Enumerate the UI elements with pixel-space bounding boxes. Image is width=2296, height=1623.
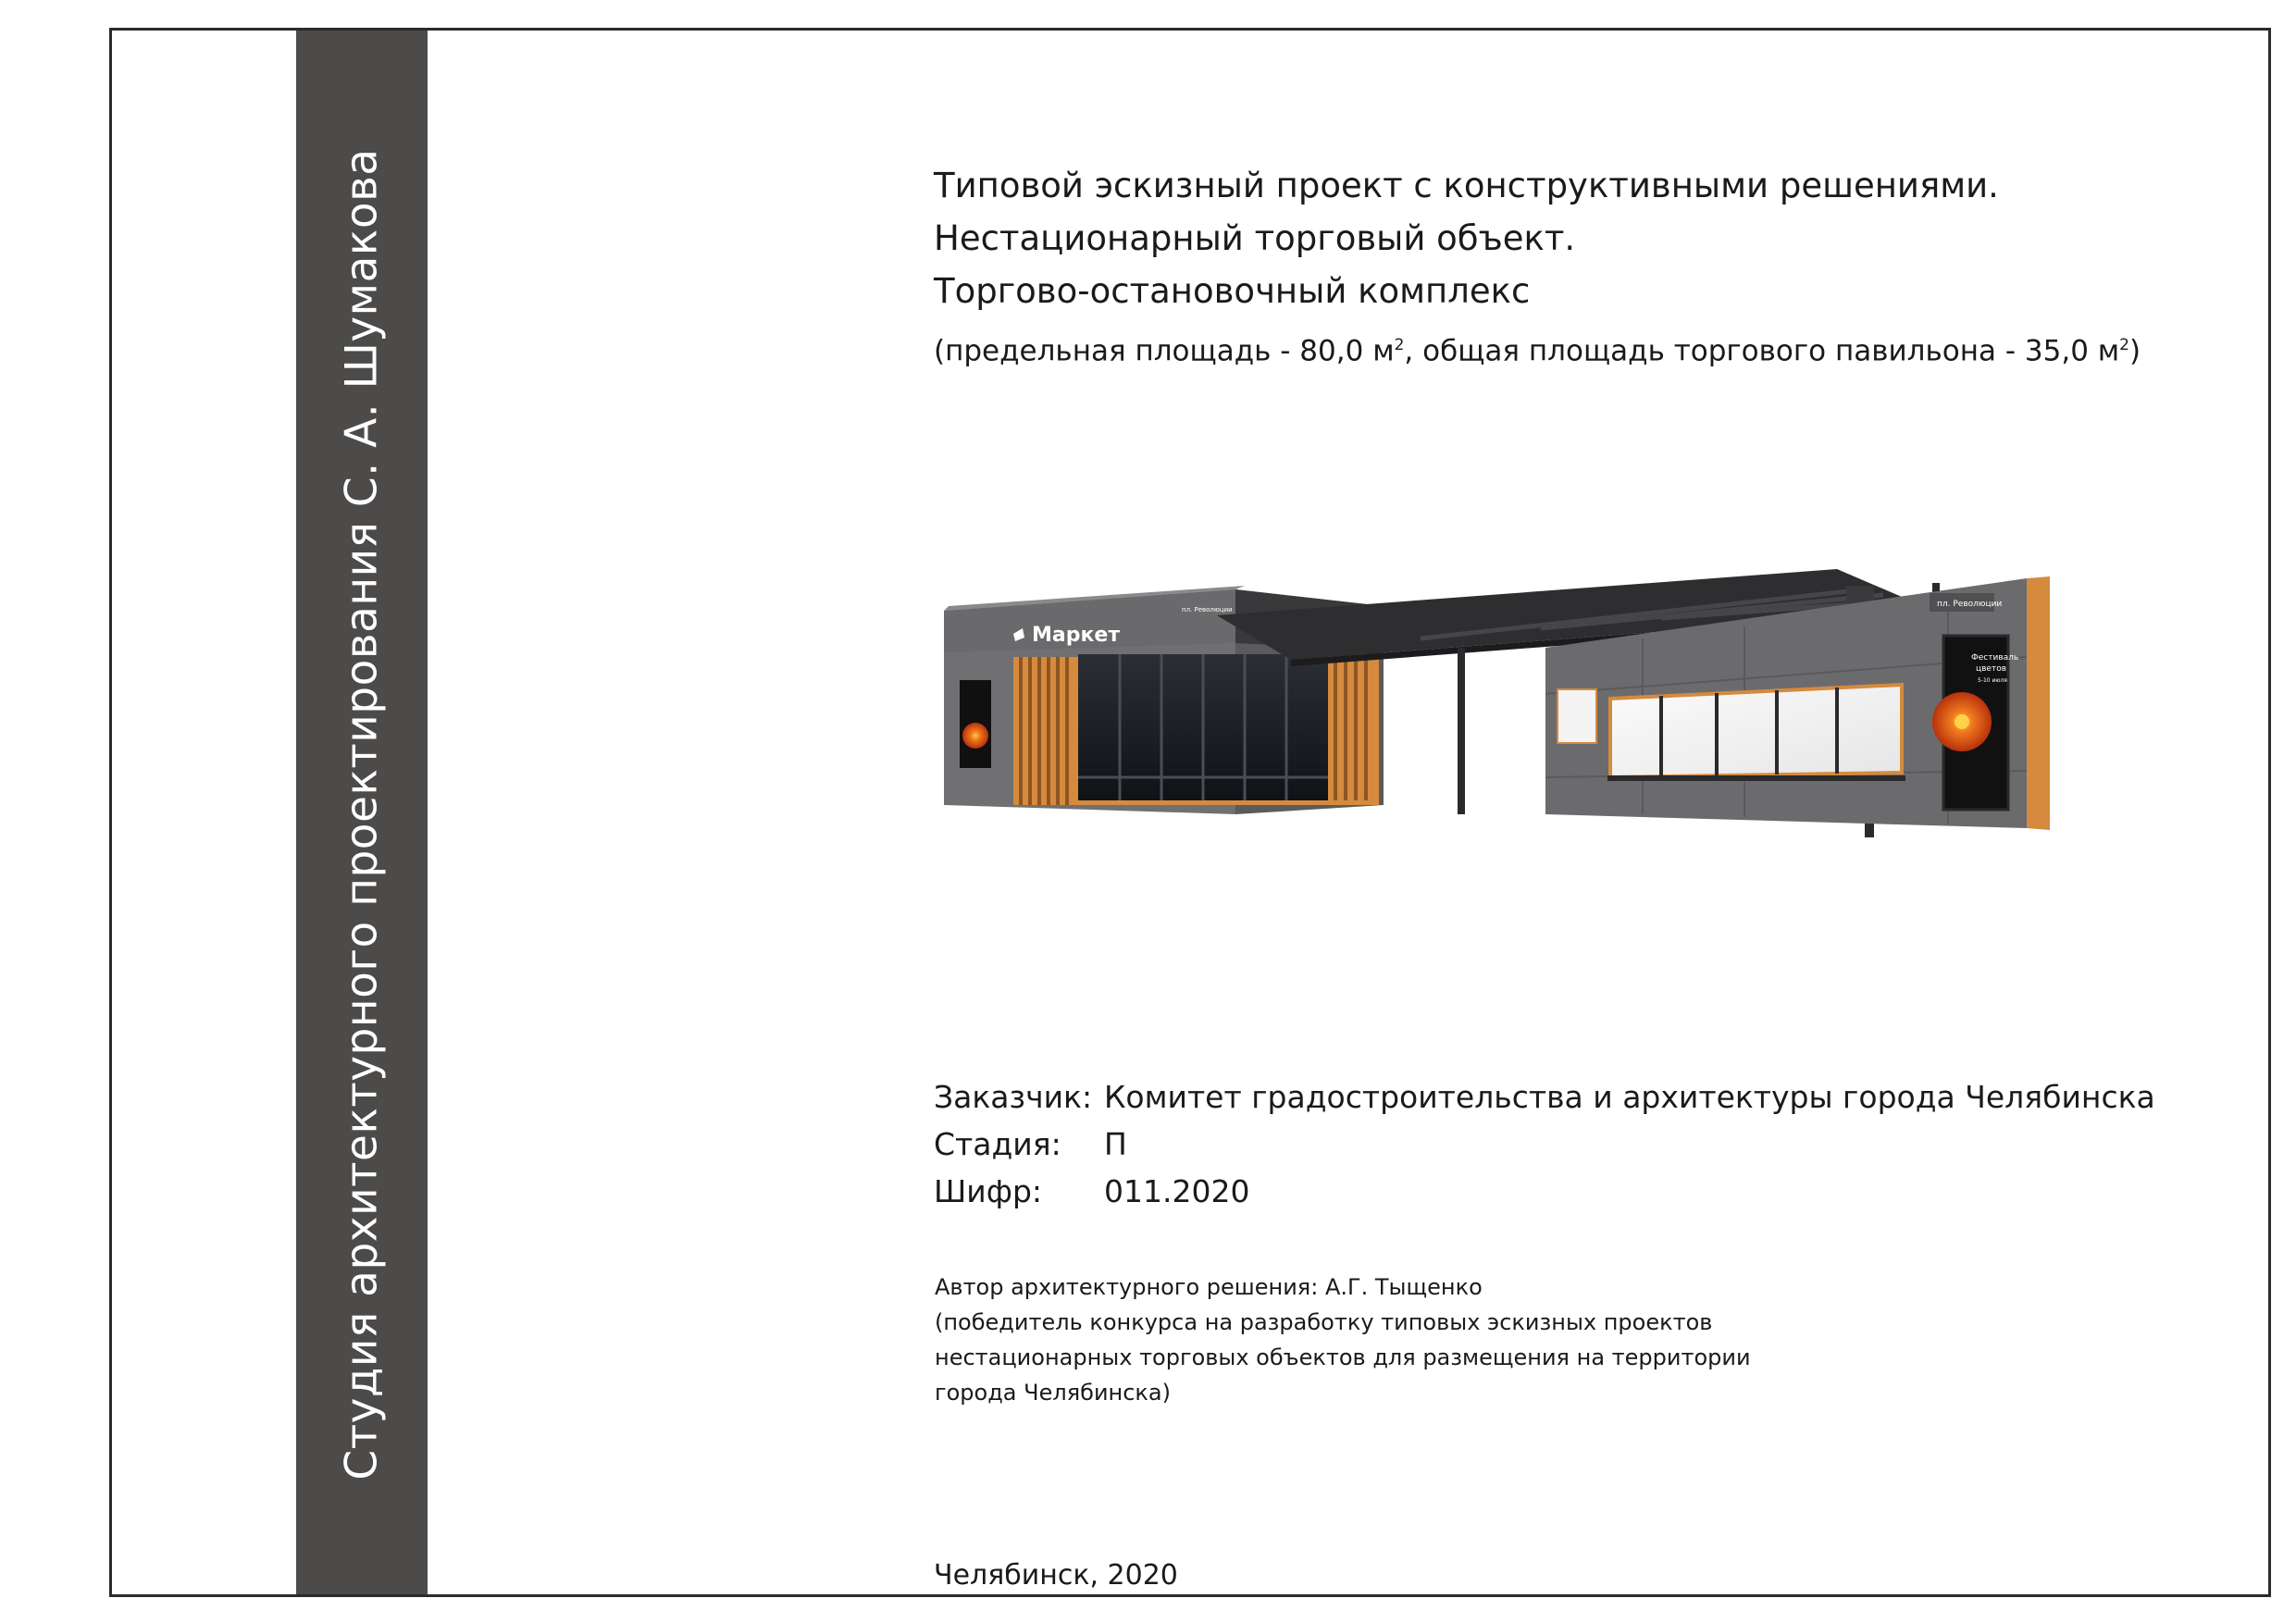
market-sign: Маркет [1032, 624, 1121, 647]
area-superscript-1: 2 [1394, 336, 1405, 354]
shop-window [1610, 685, 1902, 777]
code-label: Шифр: [934, 1173, 1043, 1209]
canopy-post-1 [1458, 648, 1465, 814]
city-year: Челябинск, 2020 [934, 1559, 1178, 1592]
author-line-4: города Челябинска) [935, 1380, 1171, 1406]
stop-sign-left: пл. Революции [1182, 606, 1233, 613]
info-box [1558, 689, 1596, 743]
area-superscript-2: 2 [2119, 336, 2129, 354]
author-line-2: (победитель конкурса на разработку типовых эскизных проектов [935, 1309, 1713, 1335]
pavilion-render [939, 551, 2105, 865]
customer-label: Заказчик: [934, 1079, 1093, 1115]
project-info [934, 1073, 2155, 1215]
code-row [934, 1168, 2155, 1215]
title-line-2: Нестационарный торговый объект. [934, 218, 1576, 258]
title-line-3: Торгово-остановочный комплекс [934, 271, 1531, 311]
customer-row [934, 1073, 2155, 1121]
wood-slats-right [1328, 654, 1379, 802]
author-line-3: нестационарных торговых объектов для размещения на территории [935, 1344, 1751, 1370]
customer-value: Комитет градостроительства и архитектуры города Челябинска [1104, 1079, 2155, 1115]
stop-sign-right: пл. Революции [1937, 600, 2003, 609]
area-prefix: (предельная площадь - 80,0 м [934, 334, 1395, 368]
area-middle: , общая площадь торгового павильона - 35,0 м [1404, 334, 2120, 368]
code-value: 011.2020 [1104, 1173, 1250, 1209]
stage-label: Стадия: [934, 1126, 1061, 1162]
author-block [935, 1270, 1751, 1410]
poster-title-2: цветов [1976, 664, 2007, 674]
title-line-1: Типовой эскизный проект с конструктивными решениями. [934, 166, 1999, 205]
area-suffix: ) [2128, 334, 2141, 368]
left-poster-flower [962, 723, 988, 749]
wood-slats-left [1013, 657, 1078, 805]
stage-value: П [1104, 1126, 1127, 1162]
poster-date: 5-10 июля [1978, 677, 2007, 684]
title-area-line [934, 319, 2141, 378]
author-line-1: Автор архитектурного решения: А.Г. Тыщенко [935, 1274, 1483, 1300]
studio-name: Студия архитектурного проектирования С. А. Шумакова [336, 148, 388, 1481]
poster-title-1: Фестиваль [1971, 653, 2019, 663]
title-block [934, 159, 2141, 378]
stage-row [934, 1121, 2155, 1168]
right-wood-edge [2027, 576, 2050, 830]
